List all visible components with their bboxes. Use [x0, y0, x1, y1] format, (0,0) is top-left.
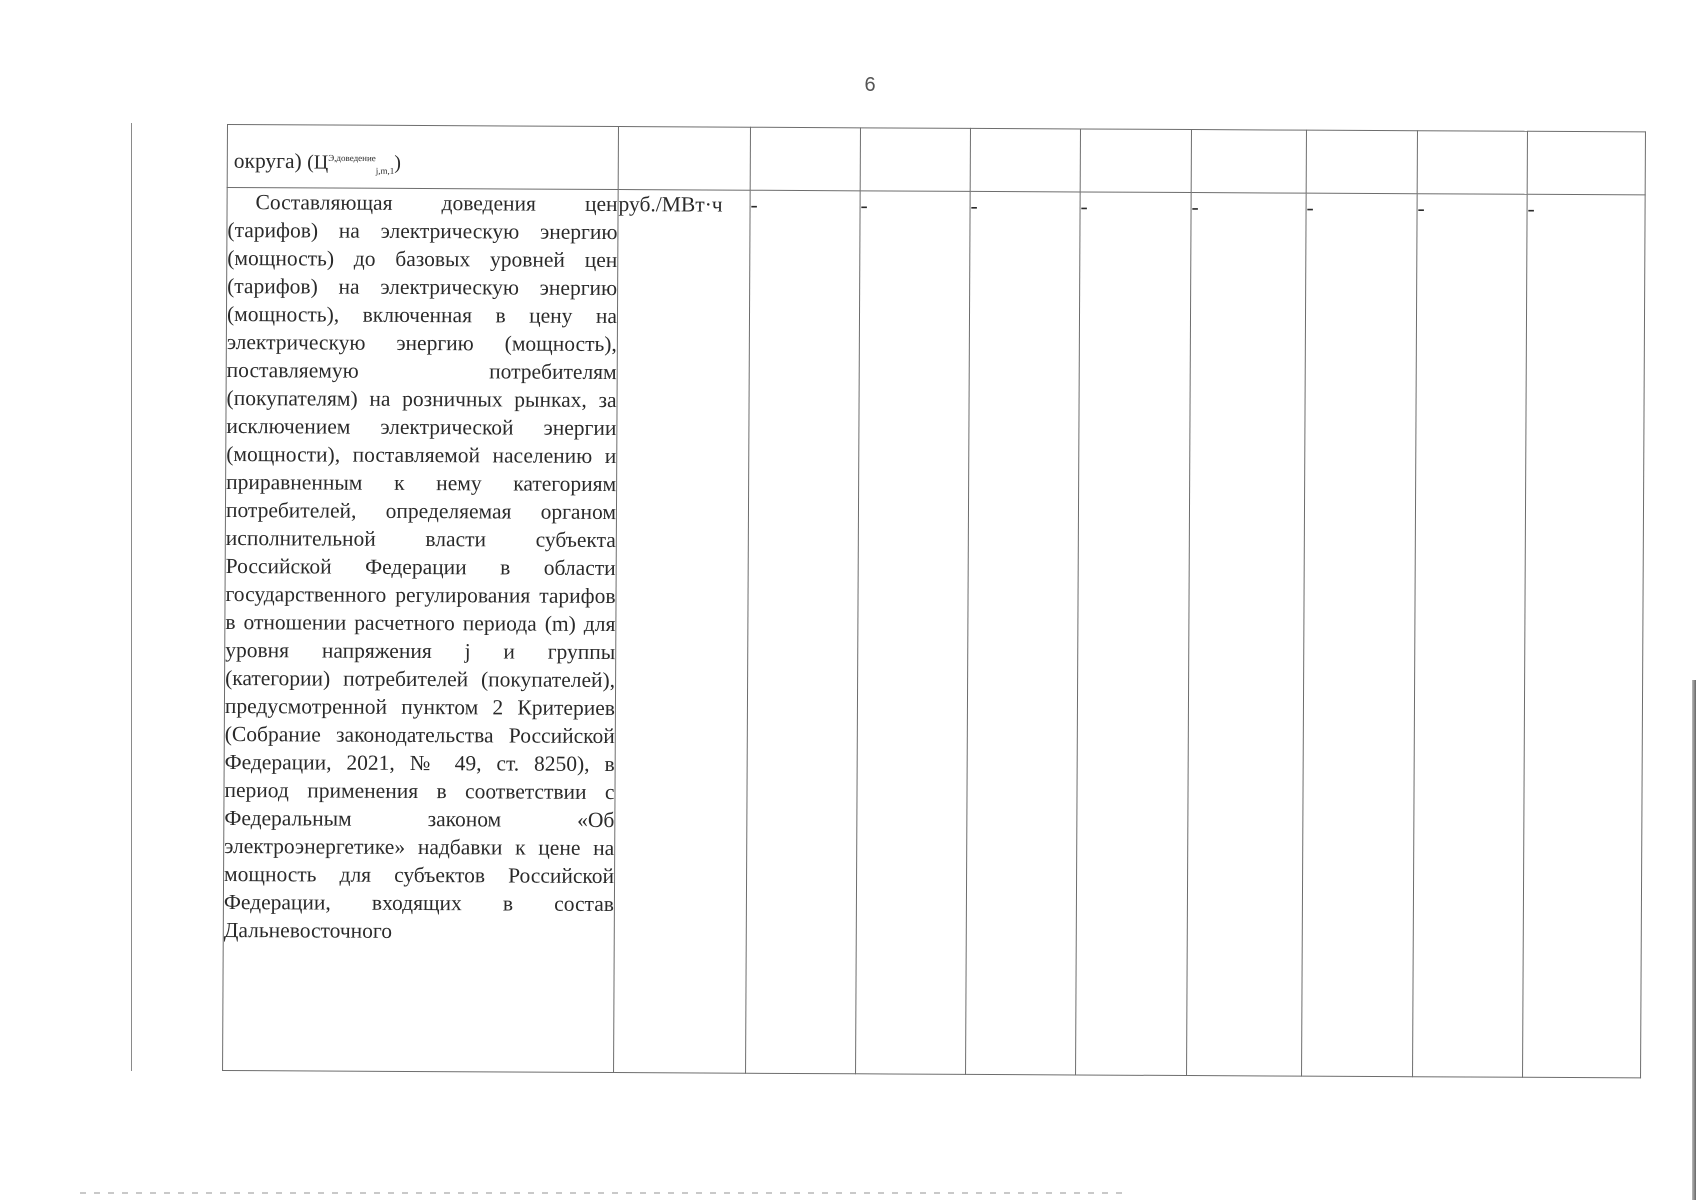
continuation-label: [228, 125, 618, 186]
price-formula: [307, 151, 402, 176]
table-cell-empty: [618, 127, 750, 191]
formula-superscript: Э,доведение: [328, 152, 376, 163]
table-cell-empty: [1306, 130, 1417, 194]
value-cell: -: [1523, 194, 1646, 1078]
value-cell: -: [1076, 192, 1192, 1076]
formula-subscript: j,m,1: [375, 165, 395, 176]
value-cell: -: [1187, 193, 1307, 1077]
table-cell-empty: [1527, 131, 1645, 195]
description-cell: [223, 188, 619, 1073]
table-row-continuation: [227, 125, 1645, 195]
table-cell-empty: [750, 127, 860, 191]
scan-right-edge: [1692, 680, 1696, 1200]
table-cell-empty: [1191, 130, 1306, 194]
left-margin-line: [131, 123, 132, 1071]
value-cell: -: [856, 191, 971, 1075]
value-cell: -: [746, 190, 861, 1074]
table-cell-empty: [1417, 131, 1527, 195]
continuation-label-cell: [227, 125, 618, 190]
table-row-main: [223, 188, 1646, 1078]
value-cell: -: [1302, 193, 1418, 1077]
continuation-text: округа): [233, 148, 302, 174]
table-cell-empty: [1080, 129, 1191, 193]
value-cell: -: [966, 191, 1081, 1075]
formula-open-paren: (: [307, 151, 314, 174]
formula-base: Ц: [313, 151, 329, 174]
tariff-table: [222, 124, 1646, 1078]
page-number: 6: [864, 74, 876, 96]
description-text: Составляющая доведения цен (тарифов) на электрическую энергию (мощность) до базовых уровней цен (тарифов) на электрическую энергию (мощность), включенная в цену на электрическую энергию (мощность), поставляемую потребителям (покупателям) на розничных рынках, за исключением электрической энергии (мощности), поставляемой населению и приравненным к нему категориям потребителей, определяемая органом исполнительной власти субъекта Российской Федерации в области государственного регулирования тарифов в отношении расчетного периода (m) для уровня напряжения j и группы (категории) потребителей (покупателей), предусмотренной пунктом 2 Критериев (Собрание законодательства Российской Федерации, 2021, № 49, ст. 8250), в период применения в соответствии с Федеральным законом «Об электроэнергетике» надбавки к цене на мощность для субъектов Российской Федерации, входящих в состав Дальневосточного: [223, 190, 618, 943]
table-cell-empty: [860, 128, 970, 192]
formula-close-paren: ): [394, 151, 402, 174]
value-cell: -: [1413, 194, 1528, 1078]
unit-cell: руб./МВт·ч: [614, 190, 751, 1074]
scan-bottom-noise: [80, 1192, 1130, 1194]
table-cell-empty: [970, 128, 1080, 192]
